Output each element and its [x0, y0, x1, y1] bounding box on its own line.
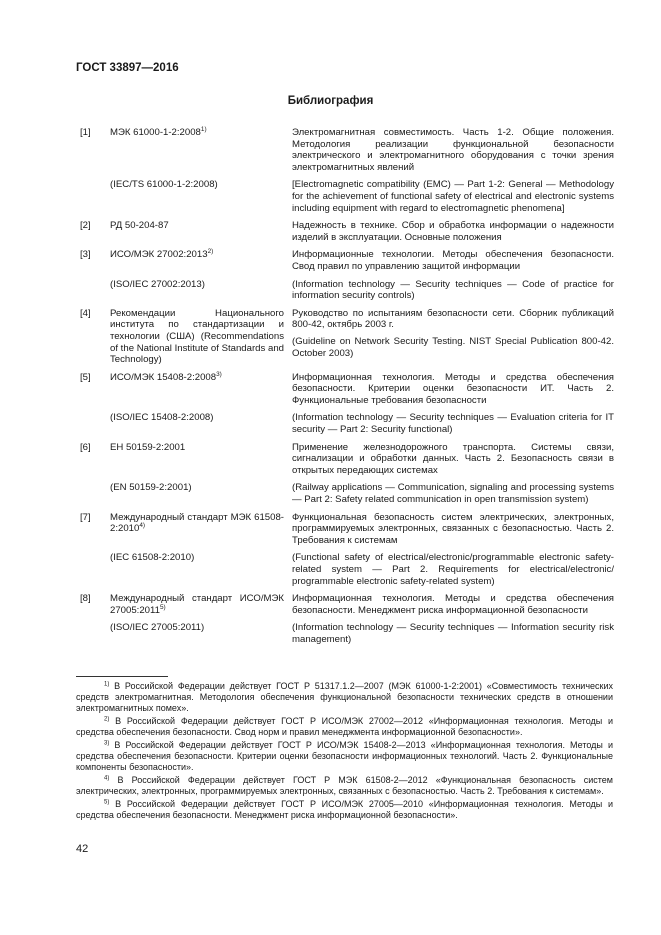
document-header: ГОСТ 33897—2016	[76, 62, 179, 74]
entry-number: [7]	[80, 511, 91, 523]
entry-source: ИСО/МЭК 15408-2:2008$^{3)}$	[110, 370, 222, 383]
bibliography-entry	[80, 482, 613, 505]
entry-source: (IEC/TS 61000-1-2:2008)	[110, 179, 218, 191]
entry-source: Международный стандарт ИСО/МЭК 27005:2011$^{5)}$	[110, 593, 284, 616]
footnote-ref: 1)	[200, 126, 207, 134]
bibliography-entry	[80, 552, 613, 587]
entry-description-en: (Guideline on Network Security Testing. NIST Special Publication 800-42. October 2003)	[292, 335, 614, 359]
bibliography-entry	[80, 442, 613, 477]
bibliography-entry	[80, 308, 613, 366]
entry-description: Применение железнодорожного транспорта. Системы связи, сигнализации и обработки данных. Часть 2. Безопасность связи в открытых передающих системах	[292, 441, 614, 476]
bibliography-entry	[80, 512, 613, 547]
entry-description: Надежность в технике. Сбор и обработка информации о надежности изделий в эксплуатации. Основные положения	[292, 220, 614, 243]
entry-number: [3]	[80, 249, 91, 261]
footnote-mark: 1)	[104, 681, 110, 688]
section-title: Библиография	[287, 95, 374, 107]
footnote-ref: 4)	[139, 522, 146, 530]
bibliography-entry	[80, 622, 613, 645]
entry-description: Информационная технология. Методы и средства обеспечения безопасности. Менеджмент риска информационной безопасности	[292, 593, 614, 616]
bibliography-entry	[80, 220, 613, 243]
entry-source: (ISO/IEC 27005:2011)	[110, 622, 205, 634]
entry-source: Международный стандарт МЭК 61508-2:2010$^{4)}$	[110, 511, 284, 535]
footnotes	[76, 681, 613, 823]
footnote: $^{4)}$ В Российской Федерации действует ГОСТ Р МЭК 61508-2—2012 «Функциональная безопасность систем электрических, электронных, программируемых электронных, связанных с безопасностью. Часть 2. Требования к системам».	[76, 775, 613, 796]
entry-number: [5]	[80, 371, 91, 383]
entry-description	[292, 308, 614, 359]
entry-source: МЭК 61000-1-2:2008$^{1)}$	[110, 126, 207, 138]
entry-description: Функциональная безопасность систем электрических, электронных, программируемых электронных, связанных с безопасностью. Часть 2. Требования к системам	[292, 511, 614, 546]
footnote-mark: 5)	[104, 799, 110, 806]
footnote-ref: 2)	[207, 248, 214, 256]
entry-description: Электромагнитная совместимость. Часть 1-2. Общие положения. Методология реализации функциональной безопасности электрического и электромагнитного оборудования с точки зрения электромагнитных явлений	[292, 127, 614, 173]
bibliography-entry	[80, 179, 613, 214]
entry-source: ЕН 50159-2:2001	[110, 441, 186, 453]
footnote: $^{2)}$ В Российской Федерации действует ГОСТ Р ИСО/МЭК 27002—2012 «Информационная технология. Методы и средства обеспечения безопасности. Свод норм и правил менеджмента информационной безопасности».	[76, 716, 613, 737]
bibliography-entry	[80, 249, 613, 272]
bibliography-entry	[80, 412, 613, 435]
footnote: $^{5)}$ В Российской Федерации действует ГОСТ Р ИСО/МЭК 27005—2010 «Информационная технология. Методы и средства обеспечения безопасности. Менеджмент риска информационной безопасности».	[76, 799, 613, 820]
entry-number: [1]	[80, 127, 91, 138]
entry-source: (ISO/IEC 15408-2:2008)	[110, 412, 214, 424]
entry-description: (Information technology — Security techniques — Evaluation criteria for IT security — Part 2: Security functional)	[292, 412, 614, 436]
entry-source: (IEC 61508-2:2010)	[110, 552, 195, 564]
entry-description: Информационные технологии. Методы обеспечения безопасности. Свод правил по управлению защитой информации	[292, 249, 614, 272]
bibliography-entry	[80, 593, 613, 616]
entry-description: [Electromagnetic compatibility (EMC) — Part 1-2: General — Methodology for the achievement of functional safety of electrical and electronic systems including equipment with regard to electromagnetic phenomena]	[292, 179, 614, 214]
entry-source: РД 50-204-87	[110, 220, 169, 232]
bibliography-entry	[80, 127, 613, 173]
footnote-separator	[76, 676, 168, 677]
bibliography-list	[80, 127, 613, 652]
entry-source: ИСО/МЭК 27002:2013$^{2)}$	[110, 248, 214, 261]
footnote-ref: 3)	[216, 370, 222, 378]
footnote-mark: 4)	[104, 775, 110, 782]
entry-description: (Railway applications — Communication, signaling and processing systems — Part 2: Safety related communication in open transmission system)	[292, 482, 614, 506]
page-number: 42	[76, 843, 89, 855]
entry-number: [2]	[80, 220, 91, 232]
bibliography-entry	[80, 279, 613, 302]
entry-number: [8]	[80, 593, 91, 605]
footnote-mark: 3)	[104, 740, 110, 747]
entry-description-ru: Руководство по испытаниям безопасности сети. Сборник публикаций 800-42, октябрь 2003 г.	[292, 307, 614, 331]
entry-source: (ISO/IEC 27002:2013)	[110, 278, 205, 290]
footnote: $^{3)}$ В Российской Федерации действует ГОСТ Р ИСО/МЭК 15408-2—2013 «Информационная технология. Методы и средства обеспечения безопасности. Критерии оценки безопасности информационных технологий. Часть 2. Функциональные компоненты безопасности».	[76, 740, 613, 772]
footnote-mark: 2)	[104, 716, 110, 723]
entry-description: (Information technology — Security techniques — Code of practice for information security controls)	[292, 278, 614, 302]
entry-number: [4]	[80, 307, 91, 319]
entry-number: [6]	[80, 441, 91, 453]
entry-description: (Functional safety of electrical/electronic/programmable electronic safety-related system — Part 2. Requirements for electrical/electronic/ programmable electronic safety-related system)	[292, 552, 614, 587]
entry-description: Информационная технология. Методы и средства обеспечения безопасности. Критерии оценки безопасности ИТ. Часть 2. Функциональные требования безопасности	[292, 371, 614, 406]
footnote: $^{1)}$ В Российской Федерации действует ГОСТ Р 51317.1.2—2007 (МЭК 61000-1-2:2001) «Совместимость технических средств электромагнитная. Методология обеспечения функциональной безопасности технических средств в отношении электромагнитных помех».	[76, 681, 613, 713]
bibliography-entry	[80, 372, 613, 407]
entry-description: (Information technology — Security techniques — Information security risk management)	[292, 622, 614, 645]
entry-source: Рекомендации Национального института по стандартизации и технологии (США) (Recommendations of the National Institute of Standards and Technology)	[110, 307, 284, 366]
entry-source: (EN 50159-2:2001)	[110, 482, 192, 494]
footnote-ref: 5)	[159, 603, 166, 611]
